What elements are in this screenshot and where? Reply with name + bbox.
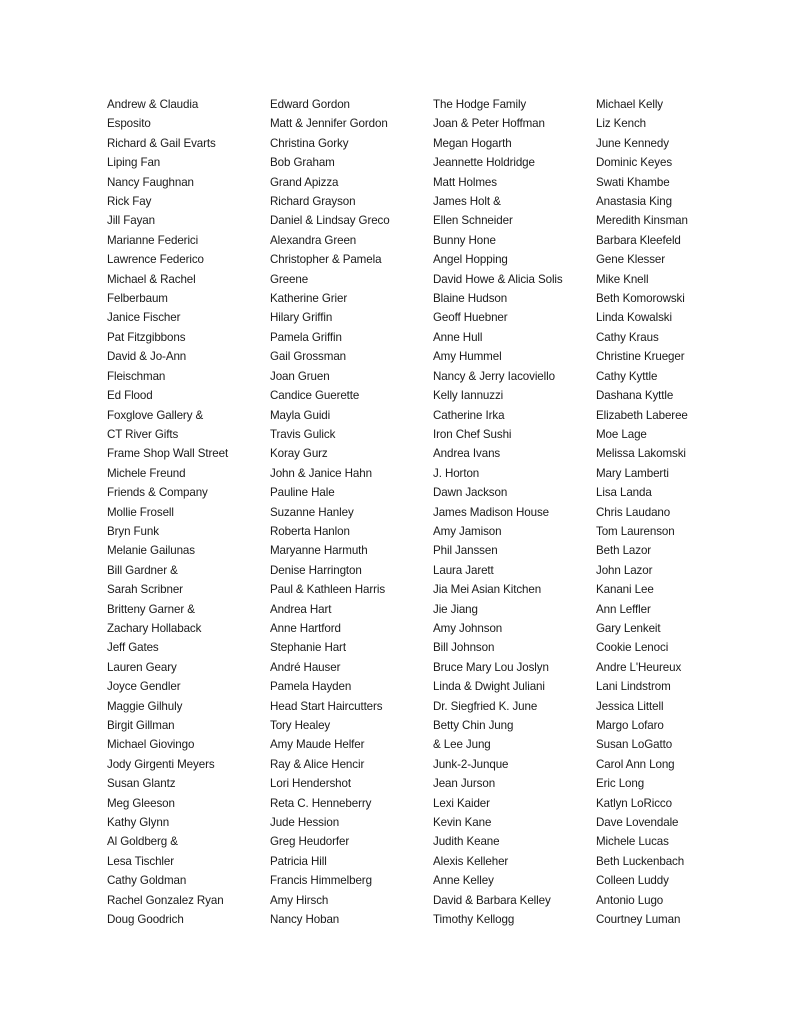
- list-item: Edward Gordon: [270, 98, 350, 111]
- list-item: Paul & Kathleen Harris: [270, 583, 386, 597]
- list-item: Joyce Gendler: [107, 680, 181, 694]
- list-item: Lawrence Federico: [107, 253, 204, 267]
- list-item: Junk-2-Junque: [433, 757, 509, 771]
- list-item: Meredith Kinsman: [596, 214, 688, 228]
- list-item: Gail Grossman: [270, 350, 347, 364]
- list-item: Jie Jiang: [433, 602, 478, 616]
- list-item: John Lazor: [596, 563, 653, 577]
- list-item: Iron Chef Sushi: [433, 427, 512, 441]
- list-item: Grand Apizza: [270, 175, 339, 189]
- list-item: Beth Lazor: [596, 544, 652, 558]
- list-item: Frame Shop Wall Street: [107, 447, 229, 461]
- name-column-2: [270, 95, 390, 929]
- list-item: Felberbaum: [107, 292, 168, 306]
- list-item: Melissa Lakomski: [596, 447, 686, 461]
- list-item: Roberta Hanlon: [270, 524, 350, 538]
- list-item: Kanani Lee: [596, 583, 654, 597]
- list-item: Pamela Hayden: [270, 680, 352, 694]
- list-item: Katlyn LoRicco: [596, 796, 672, 810]
- list-item: Angel Hopping: [433, 253, 508, 267]
- list-item: Courtney Luman: [596, 913, 681, 927]
- list-item: Maggie Gilhuly: [107, 699, 183, 713]
- list-item: Cathy Kyttle: [596, 369, 658, 383]
- list-item: Maryanne Harmuth: [270, 544, 368, 558]
- list-item: Betty Chin Jung: [433, 719, 514, 732]
- list-item: James Madison House: [433, 505, 550, 519]
- list-item: Michael Giovingo: [107, 738, 195, 752]
- list-item: Anne Hull: [433, 330, 483, 344]
- list-item: Liping Fan: [107, 156, 161, 170]
- list-item: Lexi Kaider: [433, 796, 490, 810]
- list-item: Mary Lamberti: [596, 466, 669, 480]
- list-item: Eric Long: [596, 777, 645, 791]
- list-item: Katherine Grier: [270, 292, 348, 306]
- list-item: Daniel & Lindsay Greco: [270, 214, 390, 228]
- list-item: Lauren Geary: [107, 660, 177, 674]
- list-item: Matt Holmes: [433, 175, 497, 189]
- list-item: Jeannette Holdridge: [433, 156, 535, 170]
- list-item: Ellen Schneider: [433, 214, 513, 228]
- list-item: James Holt &: [433, 195, 501, 209]
- list-item: André Hauser: [270, 660, 341, 674]
- list-item: Andrea Hart: [270, 602, 332, 616]
- list-item: Susan LoGatto: [596, 738, 673, 752]
- list-item: Greg Heudorfer: [270, 835, 350, 849]
- list-item: Colleen Luddy: [596, 874, 669, 888]
- list-item: Reta C. Henneberry: [270, 796, 372, 810]
- list-item: Amy Jamison: [433, 524, 502, 538]
- list-item: Pamela Griffin: [270, 330, 342, 344]
- list-item: Judith Keane: [433, 835, 500, 849]
- list-item: Dr. Siegfried K. June: [433, 699, 538, 713]
- list-item: Dashana Kyttle: [596, 389, 674, 403]
- list-item: Birgit Gillman: [107, 719, 175, 732]
- list-item: The Hodge Family: [433, 98, 527, 111]
- list-item: June Kennedy: [596, 136, 669, 150]
- list-item: Matt & Jennifer Gordon: [270, 117, 388, 131]
- list-item: Christina Gorky: [270, 136, 349, 150]
- list-item: Dawn Jackson: [433, 486, 508, 500]
- list-item: David & Jo-Ann: [107, 350, 187, 364]
- list-item: Tory Healey: [270, 719, 331, 732]
- name-column-3: [433, 95, 563, 929]
- list-item: Pauline Hale: [270, 486, 335, 500]
- list-item: Nancy Faughnan: [107, 175, 194, 189]
- list-item: & Lee Jung: [433, 738, 491, 752]
- list-item: Rachel Gonzalez Ryan: [107, 893, 224, 907]
- list-item: Kevin Kane: [433, 816, 492, 830]
- list-item: Fleischman: [107, 369, 166, 383]
- list-item: Cathy Kraus: [596, 330, 659, 344]
- list-item: Gary Lenkeit: [596, 621, 661, 635]
- list-item: Timothy Kellogg: [433, 913, 515, 927]
- name-column-4: [596, 95, 688, 929]
- list-item: Bryn Funk: [107, 524, 159, 538]
- list-item: Andrew & Claudia: [107, 98, 199, 111]
- name-column-1: [107, 95, 228, 929]
- list-item: Koray Gurz: [270, 447, 328, 461]
- list-item: John & Janice Hahn: [270, 466, 372, 480]
- list-item: Jia Mei Asian Kitchen: [433, 583, 542, 597]
- list-item: Marianne Federici: [107, 233, 199, 247]
- list-item: Kathy Glynn: [107, 816, 170, 830]
- list-item: Alexandra Green: [270, 233, 357, 247]
- list-item: Stephanie Hart: [270, 641, 346, 655]
- list-item: Anastasia King: [596, 195, 672, 209]
- list-item: Sarah Scribner: [107, 583, 183, 597]
- list-item: Melanie Gailunas: [107, 544, 195, 558]
- list-item: Mollie Frosell: [107, 505, 174, 519]
- list-item: Jill Fayan: [107, 214, 155, 228]
- list-item: Amy Johnson: [433, 621, 503, 635]
- list-item: Joan & Peter Hoffman: [433, 117, 545, 131]
- list-item: Friends & Company: [107, 486, 208, 500]
- list-item: Michele Freund: [107, 466, 186, 480]
- list-item: Bruce Mary Lou Joslyn: [433, 660, 549, 674]
- list-item: Jean Jurson: [433, 777, 496, 791]
- list-item: Michele Lucas: [596, 835, 669, 849]
- list-item: Beth Komorowski: [596, 292, 685, 306]
- list-item: Lesa Tischler: [107, 854, 175, 868]
- list-item: Cookie Lenoci: [596, 641, 669, 655]
- list-item: Antonio Lugo: [596, 893, 664, 907]
- list-item: Anne Kelley: [433, 874, 494, 888]
- list-item: Geoff Huebner: [433, 311, 508, 325]
- list-item: Catherine Irka: [433, 408, 505, 422]
- list-item: Andre L'Heureux: [596, 660, 682, 674]
- list-item: Rick Fay: [107, 195, 152, 209]
- list-item: Michael Kelly: [596, 98, 664, 111]
- list-item: Christine Krueger: [596, 350, 685, 364]
- list-item: Margo Lofaro: [596, 719, 664, 732]
- list-item: Mike Knell: [596, 272, 649, 286]
- list-item: Jessica Littell: [596, 699, 664, 713]
- list-item: Lani Lindstrom: [596, 680, 671, 694]
- list-item: Swati Khambe: [596, 175, 670, 189]
- list-item: Jody Girgenti Meyers: [107, 757, 215, 771]
- list-item: Blaine Hudson: [433, 292, 508, 306]
- list-item: Elizabeth Laberee: [596, 408, 688, 422]
- list-item: Gene Klesser: [596, 253, 666, 267]
- list-item: Bill Gardner &: [107, 563, 178, 577]
- list-item: David & Barbara Kelley: [433, 893, 551, 907]
- list-item: CT River Gifts: [107, 427, 179, 441]
- list-item: Phil Janssen: [433, 544, 498, 558]
- list-item: Ray & Alice Hencir: [270, 757, 365, 771]
- list-item: Francis Himmelberg: [270, 874, 372, 888]
- list-item: Ann Leffler: [596, 602, 651, 616]
- list-item: Nancy & Jerry Iacoviello: [433, 369, 555, 383]
- list-item: Travis Gulick: [270, 427, 336, 441]
- list-item: Jeff Gates: [107, 641, 159, 655]
- list-item: David Howe & Alicia Solis: [433, 272, 563, 286]
- list-item: J. Horton: [433, 466, 480, 480]
- list-item: Mayla Guidi: [270, 408, 331, 422]
- list-item: Amy Hirsch: [270, 893, 329, 907]
- list-item: Kelly Iannuzzi: [433, 389, 504, 403]
- list-item: Jude Hession: [270, 816, 340, 830]
- list-item: Richard & Gail Evarts: [107, 136, 216, 150]
- list-item: Dominic Keyes: [596, 156, 673, 170]
- list-item: Bunny Hone: [433, 233, 496, 247]
- list-item: Lori Hendershot: [270, 777, 351, 791]
- list-item: Linda Kowalski: [596, 311, 672, 325]
- list-item: Chris Laudano: [596, 505, 671, 519]
- list-item: Christopher & Pamela: [270, 253, 382, 267]
- list-item: Greene: [270, 272, 309, 286]
- list-item: Bob Graham: [270, 156, 335, 170]
- list-item: Patricia Hill: [270, 854, 327, 868]
- list-item: Liz Kench: [596, 117, 647, 131]
- list-item: Britteny Garner &: [107, 602, 195, 616]
- list-item: Suzanne Hanley: [270, 505, 354, 519]
- list-item: Carol Ann Long: [596, 757, 675, 771]
- list-item: Denise Harrington: [270, 563, 362, 577]
- list-item: Richard Grayson: [270, 195, 356, 209]
- list-item: Bill Johnson: [433, 641, 495, 655]
- list-item: Linda & Dwight Juliani: [433, 680, 545, 694]
- list-item: Andrea Ivans: [433, 447, 501, 461]
- list-item: Head Start Haircutters: [270, 699, 383, 713]
- list-item: Meg Gleeson: [107, 796, 175, 810]
- list-item: Beth Luckenbach: [596, 854, 685, 868]
- list-item: Doug Goodrich: [107, 913, 184, 927]
- list-item: Susan Glantz: [107, 777, 176, 791]
- list-item: Lisa Landa: [596, 486, 652, 500]
- list-item: Candice Guerette: [270, 389, 360, 403]
- list-item: Dave Lovendale: [596, 816, 679, 830]
- list-item: Nancy Hoban: [270, 913, 340, 927]
- list-item: Amy Maude Helfer: [270, 738, 365, 752]
- list-item: Moe Lage: [596, 427, 647, 441]
- list-item: Alexis Kelleher: [433, 854, 509, 868]
- list-item: Anne Hartford: [270, 621, 341, 635]
- list-item: Al Goldberg &: [107, 835, 178, 849]
- list-item: Joan Gruen: [270, 369, 330, 383]
- list-item: Tom Laurenson: [596, 524, 675, 538]
- list-item: Megan Hogarth: [433, 136, 512, 150]
- list-item: Laura Jarett: [433, 563, 494, 577]
- list-item: Foxglove Gallery &: [107, 408, 204, 422]
- list-item: Pat Fitzgibbons: [107, 330, 186, 344]
- list-item: Cathy Goldman: [107, 874, 187, 888]
- list-item: Esposito: [107, 117, 151, 131]
- list-item: Hilary Griffin: [270, 311, 333, 325]
- list-item: Amy Hummel: [433, 350, 502, 364]
- list-item: Ed Flood: [107, 389, 153, 403]
- list-item: Michael & Rachel: [107, 272, 196, 286]
- list-item: Barbara Kleefeld: [596, 233, 681, 247]
- list-item: Zachary Hollaback: [107, 621, 202, 635]
- list-item: Janice Fischer: [107, 311, 181, 325]
